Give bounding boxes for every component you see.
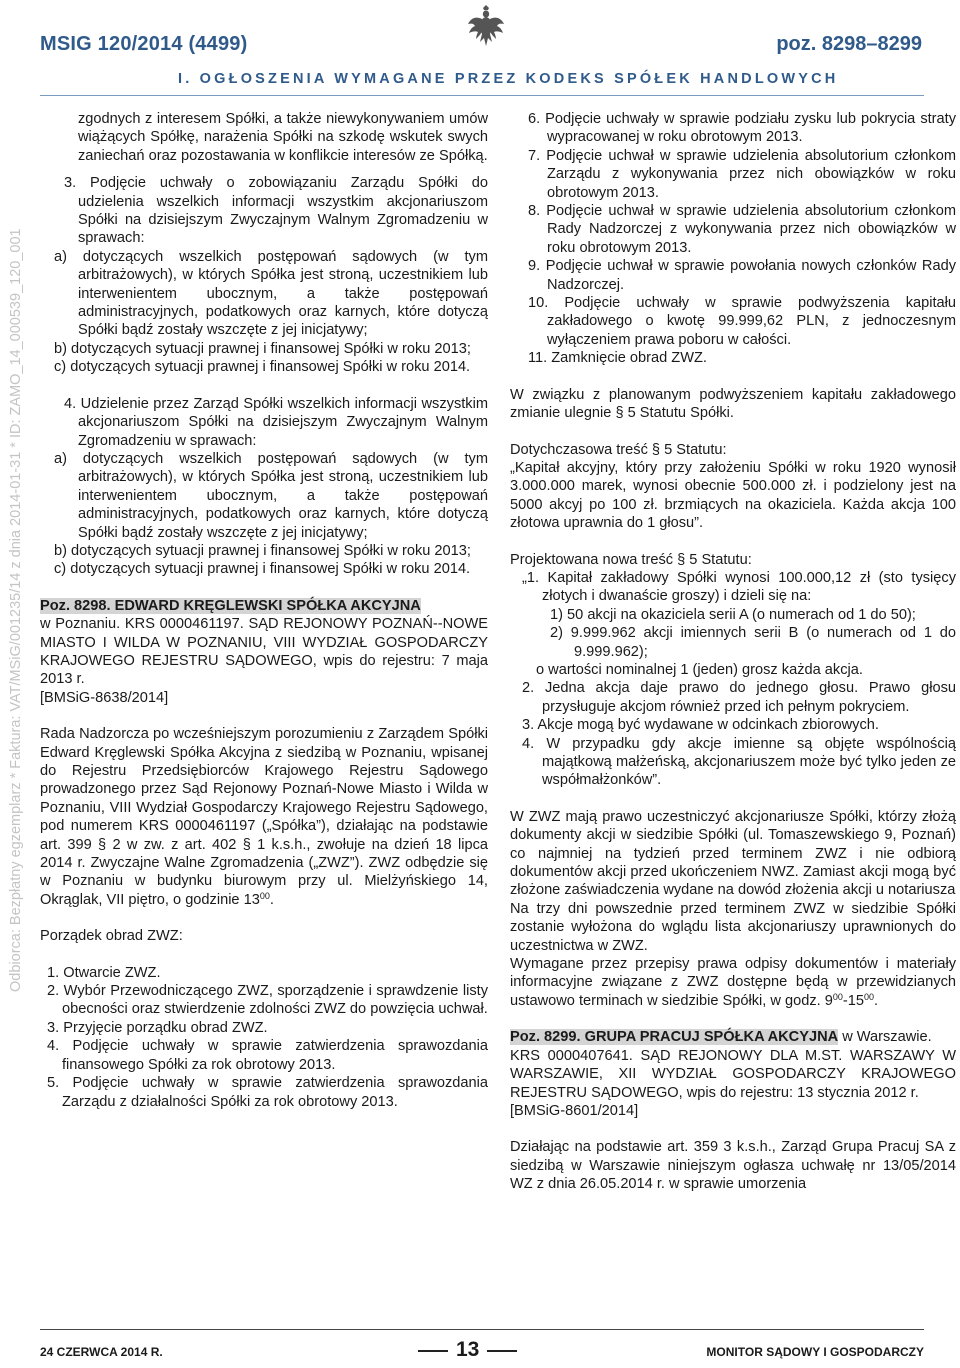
superscript: 00 [832,991,843,1002]
entry-8298 [40,597,488,689]
paragraph-item-4: 4. Udzielenie przez Zarząd Spółki wszelkich informacji wszystkim akcjonariuszom Spółki na dzisiejszym Zwyczajnym Walnym Zgromadzeniu w sprawach: [64,395,488,449]
paragraph-text: -15 [842,992,864,1009]
notice-text: Rada Nadzorcza po wcześniejszym porozumieniu z Zarządem Spółki Edward Kręglewski Spółka Akcyjna z siedzibą w Poznaniu, wpisanej do Rejestru Przedsiębiorców Krajowego Rejestru Sądowego prowadzonego przez Sąd Rejonowy Poznań-Nowe Miasto i Wilda w Poznaniu, VIII Wydział Gospodarczy Krajowego Rejestru Sądowego, pod numerem KRS 0000461197 („Spółka”), działając na podstawie art. 399 § 2 w zw. z art. 402 § 1 k.s.h., zwołuje na dzień 18 lipca 2014 r. Zwyczajne Walne Zgromadzenia („ZWZ”). ZWZ odbędzie się w Poznaniu w budynku biurowym przy ul. Mielżyńskiego 14, Okrąglak, VII piętro, o godzinie 13 [40,726,488,908]
proposed-item: 4. W przypadku gdy akcje imienne są objęte wspólnością majątkową małżeńską, akcjonariuszem może być tylko jeden ze współmałżonków”. [522,735,956,789]
proposed-subitem: 1) 50 akcji na okaziciela serii A (o numerach od 1 do 50); [550,606,916,623]
superscript: 00 [863,991,874,1002]
proposed-note: o wartości nominalnej 1 (jeden) grosz każda akcja. [536,661,863,678]
current-statute-title: Dotychczasowa treść § 5 Statutu: [510,441,727,458]
agenda-item: 5. Podjęcie uchwały w sprawie zatwierdzenia sprawozdania Zarządu z działalności Spółki za rok obrotowy 2013. [47,1075,488,1110]
list-item: c) dotyczących sytuacji prawnej i finansowej Spółki w roku 2014. [54,561,471,578]
notice-body: Działając na podstawie art. 359 3 k.s.h., Zarząd Grupa Pracuj SA z siedzibą w Warszawie niniejszym ogłasza uchwałę nr 13/05/2014 WZ z dnia 26.05.2014 r. w sprawie umorzenia [510,1139,956,1193]
current-statute-text: „Kapitał akcyjny, który przy założeniu Spółki w roku 1920 wynosił 3.000.000 marek, wynosi obecnie 500.000 zł. i podzielony jest na 5000 akcyj po 100 zł. brzmiących na okaziciela. Każda akcja 100 złotowa uprawnia do 1 głosu”. [510,459,956,532]
entry-8299 [510,1028,956,1102]
superscript: 00 [259,890,270,901]
proposed-statute-title: Projektowana nowa treść § 5 Statutu: [510,551,752,568]
entry-heading: Poz. 8299. GRUPA PRACUJ SPÓŁKA AKCYJNA [510,1029,839,1046]
right-column [510,110,956,1194]
left-column [40,110,488,1111]
polish-eagle-emblem [466,4,506,50]
publication-name: MONITOR SĄDOWY I GOSPODARCZY [706,1345,924,1359]
entry-details: w Poznaniu. KRS 0000461197. SĄD REJONOWY POZNAŃ--NOWE MIASTO I WILDA W POZNANIU, VIII WYDZIAŁ GOSPODARCZY KRAJOWEGO REJESTRU SĄDOWEGO, wpis do rejestru: 7 maja 2013 r. [40,616,488,688]
paragraph [510,955,956,1010]
agenda-item: 8. Podjęcie uchwał w sprawie udzielenia absolutorium członkom Rady Nadzorczej z wykonywania przez nich obowiązków w roku obrotowym 2013. [528,203,956,256]
entry-reference: [BMSiG-8638/2014] [40,689,169,706]
punctuation: . [269,891,274,908]
entry-details: KRS 0000407641. SĄD REJONOWY DLA M.ST. WARSZAWY W WARSZAWIE, XII WYDZIAŁ GOSPODARCZY KRAJOWEGO REJESTRU SĄDOWEGO, wpis do rejestru: 13 stycznia 2012 r. [510,1047,956,1101]
paragraph-text: Wymagane przez przepisy prawa odpisy dokumentów i materiały informacyjne związane z ZWZ dostępne będą w przewidzianych ustawowo terminach w siedzibie Spółki, w godz. 9 [510,956,956,1009]
agenda-item: 10. Podjęcie uchwały w sprawie podwyższenia kapitału zakładowego o kwotę 99.999,62 PLN, z jednoczesnym wyłączeniem prawa poboru w całości. [528,295,956,348]
proposed-subitem: 2) 9.999.962 akcji imiennych serii B (o numerach od 1 do 9.999.962); [550,625,956,660]
notice-body [40,725,488,909]
recipient-watermark: Odbiorca: Bezpłatny egzemplarz * Faktura: VAT/MSiG/001235/14 z dnia 2014-01-31 * ID: ZAMO_14_000539_120_001 [8,228,24,992]
proposed-item: „1. Kapitał zakładowy Spółki wynosi 100.000,12 zł (sto tysięcy złotych i dwanaście groszy) i dzieli się na: [522,569,956,605]
agenda-item: 7. Podjęcie uchwał w sprawie udzielenia absolutorium członkom Zarządu z wykonywania przez nich obowiązków w roku obrotowym 2013. [528,147,956,201]
agenda-title: Porządek obrad ZWZ: [40,928,183,945]
list-item: a) dotyczących wszelkich postępowań sądowych (w tym arbitrażowych), w których Spółka jest stroną, uczestnikiem lub interwenientem ubocznym, a także postępowań administracyjnych, podatkowych oraz karnych, które dotyczą Spółki bądź zostały wszczęte z jej inicjatywy; [54,248,488,339]
paragraph: zgodnych z interesem Spółki, a także niewykonywaniem umów wiążących Spółkę, narażenia Spółki na szkodę wskutek swych zaniechań oraz pozostawania w konflikcie interesów ze Spółką. [78,111,488,164]
list-item: a) dotyczących wszelkich postępowań sądowych (w tym arbitrażowych), w których Spółka jest stroną, uczestnikiem lub interwenientem ubocznym, a także postępowań administracyjnych, podatkowych oraz karnych, które dotyczą Spółki bądź zostały wszczęte z jej inicjatywy; [54,450,488,541]
issue-number: MSIG 120/2014 (4499) [40,33,248,55]
list-item: c) dotyczących sytuacji prawnej i finansowej Spółki w roku 2014. [54,359,471,376]
entry-city: w Warszawie. [838,1029,932,1046]
paragraph: Na trzy dni powszednie przed terminem ZWZ w siedzibie Spółki zostanie wyłożona do wglądu lista akcjonariuszy uprawnionych do uczestnictwa w ZWZ. [510,900,956,954]
agenda-item: 6. Podjęcie uchwały w sprawie podziału zysku lub pokrycia straty wypracowanej w roku obrotowym 2013. [528,111,956,146]
page-number: 13 [456,1338,480,1361]
agenda-item: 1. Otwarcie ZWZ. [47,964,161,981]
position-range: poz. 8298–8299 [776,33,922,55]
footer-divider [40,1329,924,1330]
proposed-item: 2. Jedna akcja daje prawo do jednego głosu. Prawo głosu przysługuje akcjom również przed ich pełnym pokryciem. [522,680,956,715]
agenda-item: 3. Przyjęcie porządku obrad ZWZ. [47,1019,268,1036]
list-item: b) dotyczących sytuacji prawnej i finansowej Spółki w roku 2013; [54,542,471,559]
header-divider [40,95,924,96]
paragraph: W ZWZ mają prawo uczestniczyć akcjonariusze Spółki, którzy złożą dokumenty akcji w siedzibie Spółki (ul. Tomaszewskiego 9, Poznań) co najmniej na tydzień przed terminem ZWZ i nie odbiorą dokumentów akcji przed ukończeniem NWZ. Zamiast akcji mogą być złożone zaświadczenia wydane na dowód złożenia akcji u notariusza [510,808,956,899]
entry-reference: [BMSiG-8601/2014] [510,1102,639,1119]
entry-heading: Poz. 8298. EDWARD KRĘGLEWSKI SPÓŁKA AKCYJNA [40,597,421,614]
agenda-item: 11. Zamknięcie obrad ZWZ. [528,350,707,367]
agenda-item: 9. Podjęcie uchwał w sprawie powołania nowych członków Rady Nadzorczej. [528,258,956,293]
footer-date: 24 CZERWCA 2014 R. [40,1345,163,1359]
agenda-item: 4. Podjęcie uchwały w sprawie zatwierdzenia sprawozdania finansowego Spółki za rok obrotowy 2013. [47,1038,488,1073]
list-item: b) dotyczących sytuacji prawnej i finansowej Spółki w roku 2013; [54,340,471,357]
statute-change-note: W związku z planowanym podwyższeniem kapitału zakładowego zmianie ulegnie § 5 Statutu Spółki. [510,386,956,422]
proposed-item: 3. Akcje mogą być wydawane w odcinkach zbiorowych. [522,717,879,734]
agenda-item: 2. Wybór Przewodniczącego ZWZ, sporządzenie i sprawdzenie listy obecności oraz stwierdzenie zdolności ZWZ do powzięcia uchwał. [47,983,488,1018]
punctuation: . [873,992,879,1009]
paragraph-item-3: 3. Podjęcie uchwały o zobowiązaniu Zarządu Spółki do udzielenia wszelkich informacji wszystkim akcjonariuszom Spółki na dzisiejszym Zwyczajnym Walnym Zgromadzeniu w sprawach: [64,175,488,247]
section-title: I. OGŁOSZENIA WYMAGANE PRZEZ KODEKS SPÓŁEK HANDLOWYCH [178,71,839,87]
